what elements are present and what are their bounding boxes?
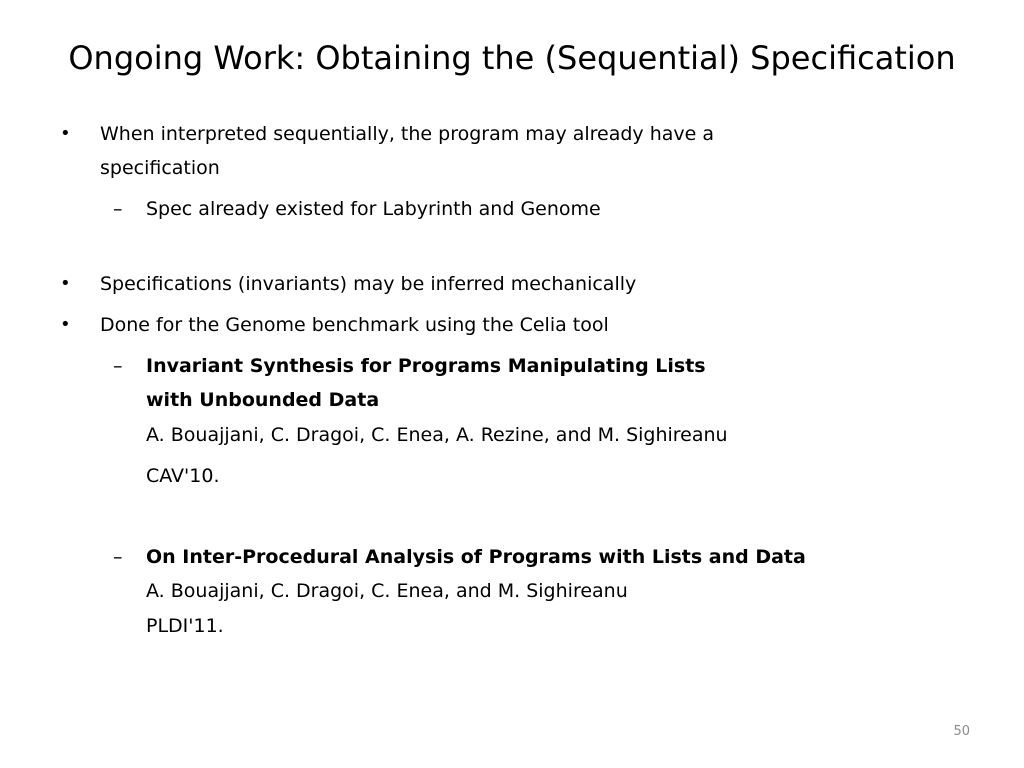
sub-bullet-1: Spec already existed for Labyrinth and Genome [146,198,601,220]
dash-marker: – [113,546,123,568]
reference-2-venue: PLDI'11. [146,615,224,637]
bullet-3-text: Done for the Genome benchmark using the Celia tool [100,314,609,336]
dash-marker: – [113,198,123,220]
dash-marker: – [113,355,123,377]
bullet-marker: • [60,123,71,144]
bullet-2-text: Specifications (invariants) may be inferred mechanically [100,273,637,295]
reference-2-title: On Inter-Procedural Analysis of Programs with Lists and Data [146,546,806,568]
slide-title: Ongoing Work: Obtaining the (Sequential) Specification [68,39,956,77]
reference-1-authors: A. Bouajjani, C. Dragoi, C. Enea, A. Rezine, and M. Sighireanu [146,424,728,446]
bullet-1-line-2: specification [100,157,220,179]
reference-2-authors: A. Bouajjani, C. Dragoi, C. Enea, and M. Sighireanu [146,580,628,602]
slide-number: 50 [953,724,970,739]
reference-1-title-line-2: with Unbounded Data [146,389,380,411]
bullet-marker: • [60,273,71,294]
reference-1-venue: CAV'10. [146,465,220,487]
reference-1-title-line-1: Invariant Synthesis for Programs Manipulating Lists [146,355,706,377]
bullet-1-line-1: When interpreted sequentially, the program may already have a [100,123,715,145]
bullet-marker: • [60,314,71,335]
